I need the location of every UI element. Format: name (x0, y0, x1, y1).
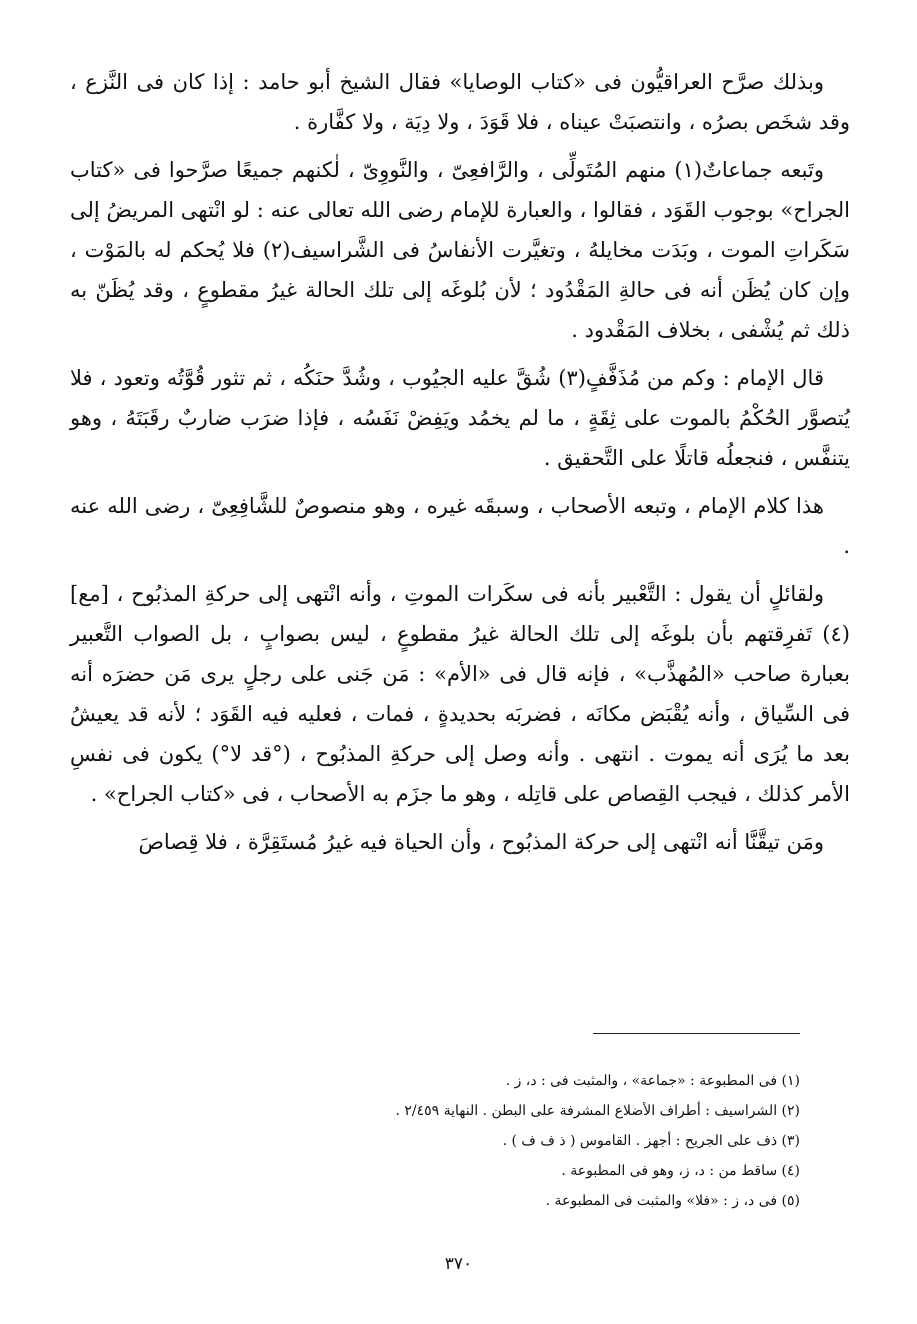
footnote-1: (١) فى المطبوعة : «جماعة» ، والمثبت فى : د، ز . (505, 1073, 800, 1089)
paragraph-2: وتَبعه جماعاتٌ(١) منهم المُتَولِّى ، والرَّافعِىّ ، والنَّووِىّ ، لٰكنهم جميعًا صرَّحوا فى «كتاب الجراح» بوجوب القَوَد ، فقالوا ، والعبارة للإمام رضى الله تعالى عنه : لو انْتهى المريضُ إلى سَكَراتِ الموت ، وبَدَت مخايلهُ ، وتغيَّرت الأنفاسُ فى الشَّراسيف(٢) فلا يُحكم له بالمَوْت ، وإن كان يُظَن أنه فى حالةِ المَقْدُود ؛ لأن بُلوغَه إلى تلك الحالة غيرُ مقطوعٍ ، وقد يُظَنّ به ذلك ثم يُشْفى ، بخلاف المَقْدود . (70, 158, 850, 342)
footnotes (300, 1066, 800, 1216)
footnote-5: (٥) فى د، ز : «فلا» والمثبت فى المطبوعة . (545, 1193, 800, 1209)
paragraph-6: ومَن تيقَّنَّا أنه انْتهى إلى حركة المذبُوح ، وأن الحياة فيه غيرُ مُستَقِرَّة ، فلا قِصاصَ (138, 830, 824, 854)
footnote-2: (٢) الشراسيف : أطراف الأضلاع المشرفة على البطن . النهاية ٢/٤٥٩ . (395, 1103, 800, 1119)
footnote-3: (٣) ذف على الجريح : أجهز . القاموس ( ذ ف ف ) . (502, 1133, 800, 1149)
page-number: ٣٧٠ (444, 1254, 473, 1274)
footnote-4: (٤) ساقط من : د، ز، وهو فى المطبوعة . (561, 1163, 800, 1179)
paragraph-4: هذا كلام الإمام ، وتبعه الأصحاب ، وسبقَه غيره ، وهو منصوصٌ للشَّافِعِىّ ، رضى الله عنه . (70, 494, 850, 558)
main-text (70, 62, 850, 870)
paragraph-5: ولقائلٍ أن يقول : التَّعْبير بأنه فى سكَرات الموتِ ، وأنه انْتهى إلى حركةِ المذبُوح ، [مع](٤) تَفرِقتهم بأن بلوغَه إلى تلك الحالة غيرُ مقطوعٍ ، ليس بصوابٍ ، بل الصواب التَّعبير بعبارة صاحب «المُهذَّب» ، فإنه قال فى «الأم» : مَن جَنى على رجلٍ يرى مَن حضرَه أنه فى السِّياق ، وأنه يُقْبَض مكانَه ، فضربَه بحديدةٍ ، فمات ، فعليه فيه القَوَد ؛ لأنه قد يعيشُ بعد ما يُرَى أنه يموت . انتهى . وأنه وصل إلى حركةِ المذبُوح ، (°قد لا°) يكون فى نفسِ الأمر كذلك ، فيجب القِصاص على قاتِله ، وهو ما جزَم به الأصحاب ، فى «كتاب الجراح» . (70, 582, 850, 806)
paragraph-3: قال الإمام : وكم من مُذَفَّفٍ(٣) شُقَّ عليه الجيُوب ، وشُدَّ حنَكُه ، ثم تثور قُوَّتُه وتعود ، فلا يُتصوَّر الحُكْمُ بالموت على ثِقَةٍ ، ما لم يخمُد ويَفِضْ نَفَسُه ، فإذا ضرَب ضاربٌ رقَبَتَهُ ، وهو يتنفَّس ، فنجعلُه قاتلًا على التَّحقيق . (70, 366, 850, 470)
footnote-separator (593, 1033, 800, 1034)
paragraph-1: وبذلك صرَّح العراقيُّون فى «كتاب الوصايا» فقال الشيخ أبو حامد : إذا كان فى النَّزع ، وقد شخَص بصرُه ، وانتصبَتْ عيناه ، فلا قَوَدَ ، ولا دِيَة ، ولا كفَّارة . (70, 70, 850, 134)
